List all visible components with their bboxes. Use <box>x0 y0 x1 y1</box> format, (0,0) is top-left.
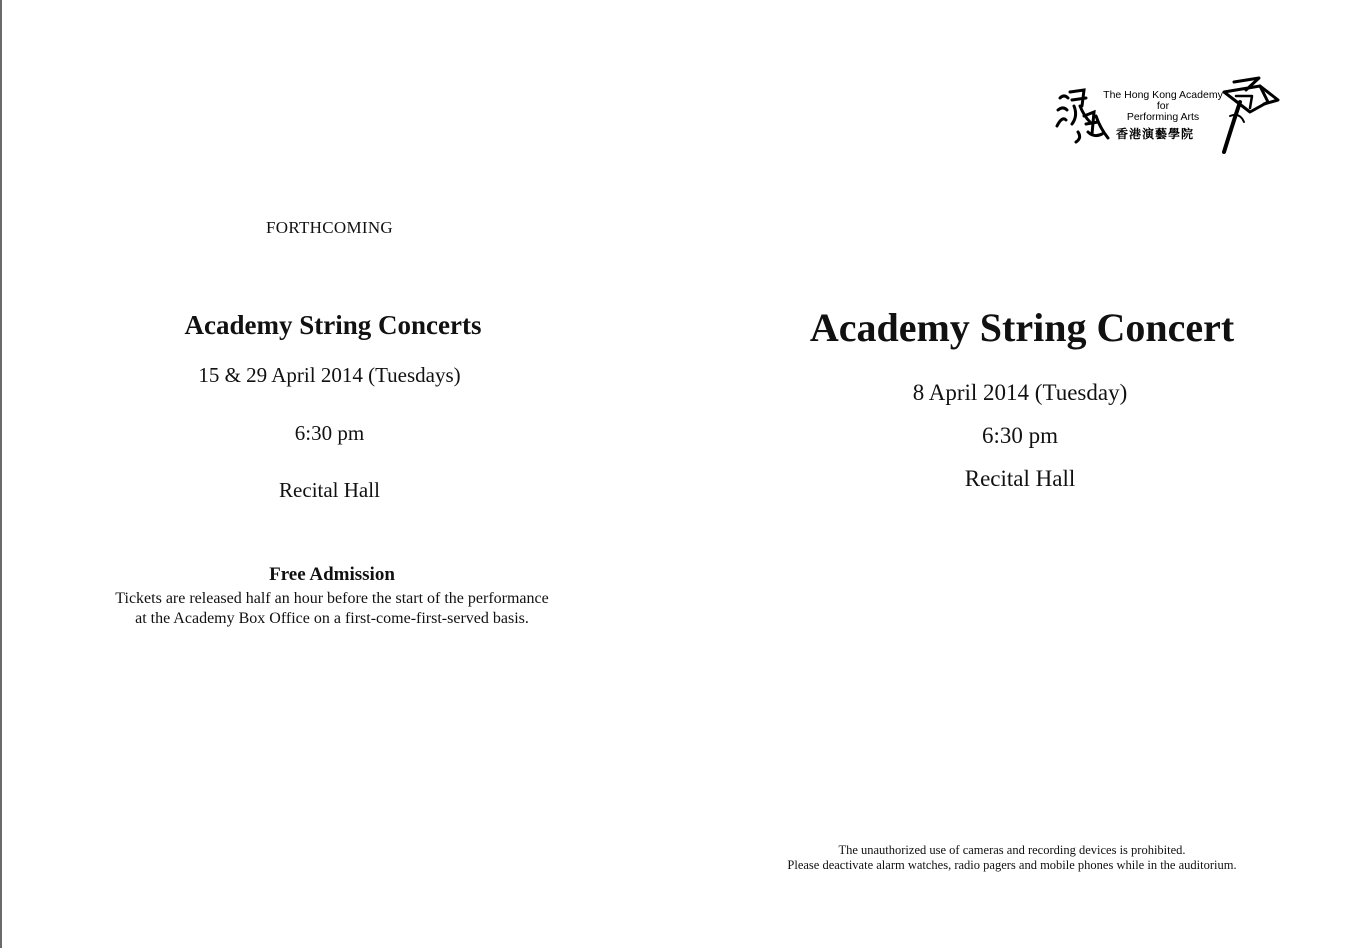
forthcoming-time: 6:30 pm <box>294 421 365 445</box>
notice-line-1: The unauthorized use of cameras and recording devices is prohibited. <box>838 843 1186 857</box>
left-panel <box>2 0 662 948</box>
concert-title: Academy String Concert <box>809 305 1235 350</box>
forthcoming-title: Academy String Concerts <box>184 310 482 340</box>
forthcoming-heading: FORTHCOMING <box>266 218 393 237</box>
forthcoming-venue: Recital Hall <box>279 478 380 502</box>
concert-venue: Recital Hall <box>964 466 1076 491</box>
logo-name-line-1: The Hong Kong Academy <box>1103 89 1223 101</box>
logo-name-line-3: Performing Arts <box>1126 111 1200 123</box>
audience-notice <box>692 843 1332 873</box>
concert-time: 6:30 pm <box>981 423 1059 448</box>
forthcoming-date: 15 & 29 April 2014 (Tuesdays) <box>198 363 461 387</box>
notice-line-2: Please deactivate alarm watches, radio pagers and mobile phones while in the auditorium. <box>787 858 1237 872</box>
logo-chinese-name: 香港演藝學院 <box>1116 127 1195 141</box>
academy-logo <box>1054 76 1282 160</box>
logo-english-name <box>1100 90 1226 123</box>
admission-note-line-2: at the Academy Box Office on a first-come-first-served basis. <box>135 610 529 627</box>
concert-date: 8 April 2014 (Tuesday) <box>912 380 1128 405</box>
admission-heading: Free Admission <box>269 564 395 585</box>
admission-note <box>2 589 662 629</box>
logo-name-line-2: for <box>1156 100 1170 112</box>
right-panel <box>692 0 1346 948</box>
admission-note-line-1: Tickets are released half an hour before the start of the performance <box>115 590 549 607</box>
